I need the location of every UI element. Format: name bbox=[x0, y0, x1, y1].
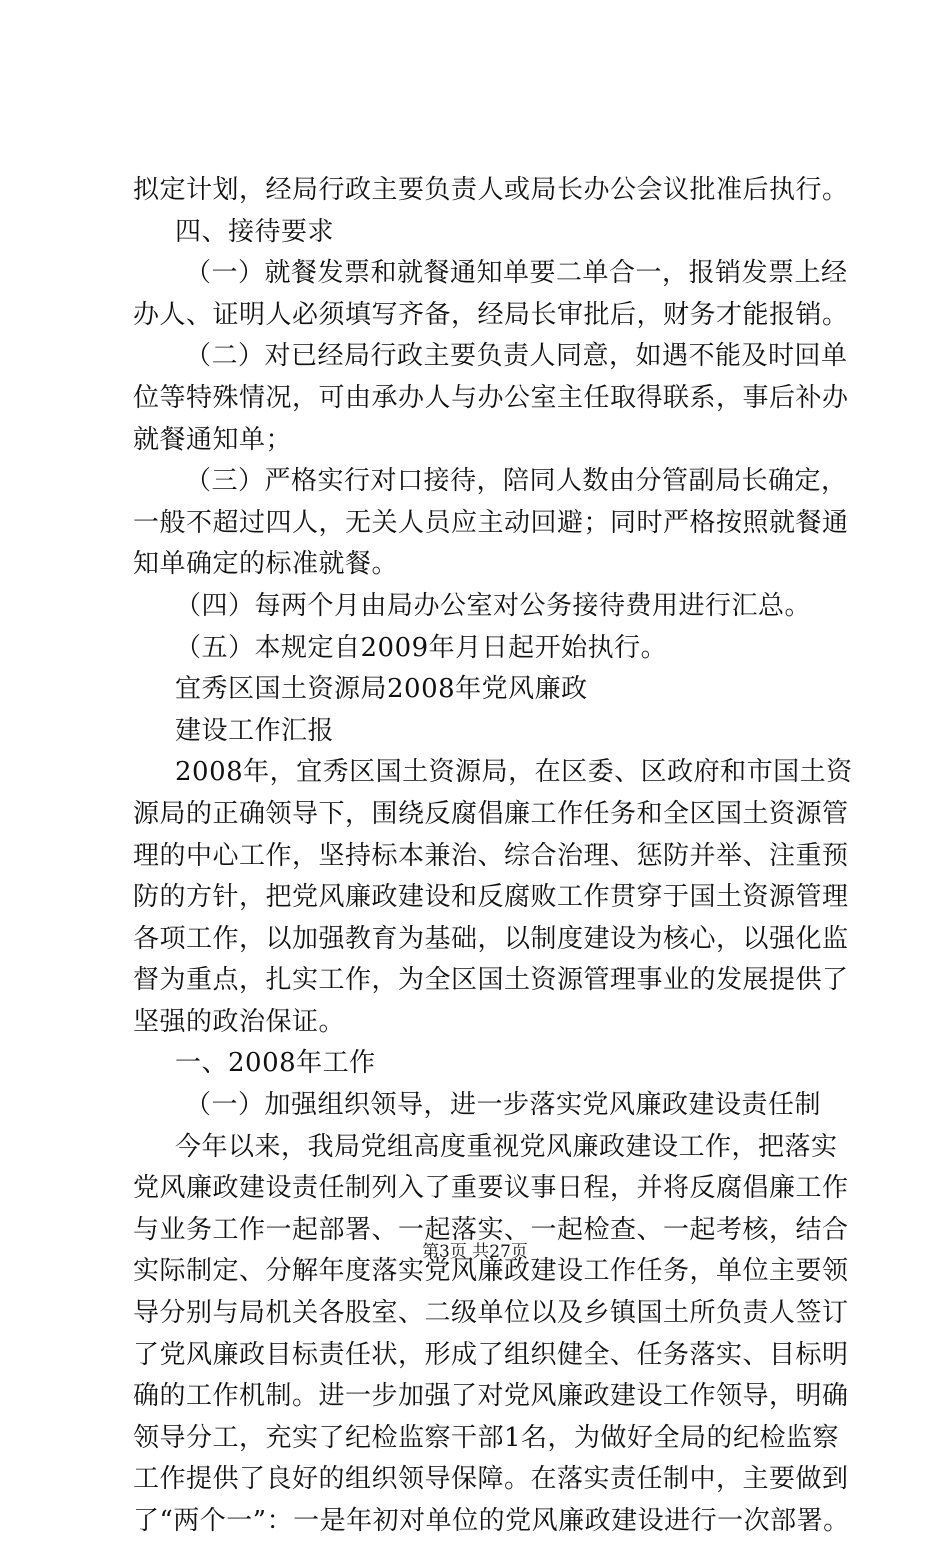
text-line: 办人、证明人必须填写齐备，经局长审批后，财务才能报销。 bbox=[133, 299, 849, 330]
text-line: 坚强的政治保证。 bbox=[133, 1006, 346, 1037]
text-line: （一）就餐发票和就餐通知单要二单合一，报销发票上经 bbox=[185, 258, 848, 289]
text-line: 领导分工，充实了纪检监察干部1名，为做好全局的纪检监察 bbox=[133, 1422, 840, 1453]
text-line: 了党风廉政目标责任状，形成了组织健全、任务落实、目标明 bbox=[133, 1339, 849, 1370]
text-line: 防的方针，把党风廉政建设和反腐败工作贯穿于国土资源管理 bbox=[133, 882, 849, 913]
report-title: 宜秀区国土资源局2008年党风廉政 bbox=[175, 674, 588, 705]
text-line: 与业务工作一起部署、一起落实、一起检查、一起考核，结合 bbox=[133, 1214, 849, 1245]
text-line: 导分别与局机关各股室、二级单位以及乡镇国土所负责人签订 bbox=[133, 1298, 849, 1329]
text-line: （二）对已经局行政主要负责人同意，如遇不能及时回单 bbox=[185, 341, 848, 372]
text-line: 2008年，宜秀区国土资源局，在区委、区政府和市国土资 bbox=[175, 757, 853, 788]
text-line: 党风廉政建设责任制列入了重要议事日程，并将反腐倡廉工作 bbox=[133, 1173, 849, 1204]
text-line: 理的中心工作，坚持标本兼治、综合治理、惩防并举、注重预 bbox=[133, 840, 849, 871]
text-line: 就餐通知单； bbox=[133, 424, 293, 455]
text-line: 督为重点，扎实工作，为全区国土资源管理事业的发展提供了 bbox=[133, 965, 849, 996]
text-line: 确的工作机制。进一步加强了对党风廉政建设工作领导，明确 bbox=[133, 1381, 849, 1412]
text-line: 知单确定的标准就餐。 bbox=[133, 549, 399, 580]
text-line: 源局的正确领导下，围绕反腐倡廉工作任务和全区国土资源管 bbox=[133, 798, 849, 829]
text-line: 今年以来，我局党组高度重视党风廉政建设工作，把落实 bbox=[175, 1131, 838, 1162]
text-line: （三）严格实行对口接待，陪同人数由分管副局长确定， bbox=[185, 466, 848, 497]
page-footer: 第3页 共27页 bbox=[422, 1242, 528, 1262]
text-line: 位等特殊情况，可由承办人与办公室主任取得联系，事后补办 bbox=[133, 382, 849, 413]
text-line: （五）本规定自2009年月日起开始执行。 bbox=[175, 632, 668, 663]
text-line: 各项工作，以加强教育为基础，以制度建设为核心，以强化监 bbox=[133, 923, 849, 954]
text-line: 工作提供了良好的组织领导保障。在落实责任制中，主要做到 bbox=[133, 1464, 849, 1495]
text-line: 一般不超过四人，无关人员应主动回避；同时严格按照就餐通 bbox=[133, 507, 849, 538]
text-line: 了“两个一”：一是年初对单位的党风廉政建设进行一次部署。 bbox=[133, 1506, 850, 1536]
section-heading: 四、接待要求 bbox=[175, 216, 335, 247]
report-title: 建设工作汇报 bbox=[175, 715, 335, 746]
subsection-heading: （一）加强组织领导，进一步落实党风廉政建设责任制 bbox=[185, 1090, 822, 1121]
section-heading: 一、2008年工作 bbox=[175, 1048, 376, 1079]
text-line: （四）每两个月由局办公室对公务接待费用进行汇总。 bbox=[175, 590, 812, 621]
text-line: 实际制定、分解年度落实党风廉政建设工作任务，单位主要领 bbox=[133, 1256, 849, 1287]
document-body bbox=[133, 170, 853, 1543]
text-line: 拟定计划，经局行政主要负责人或局长办公会议批准后执行。 bbox=[133, 175, 849, 205]
